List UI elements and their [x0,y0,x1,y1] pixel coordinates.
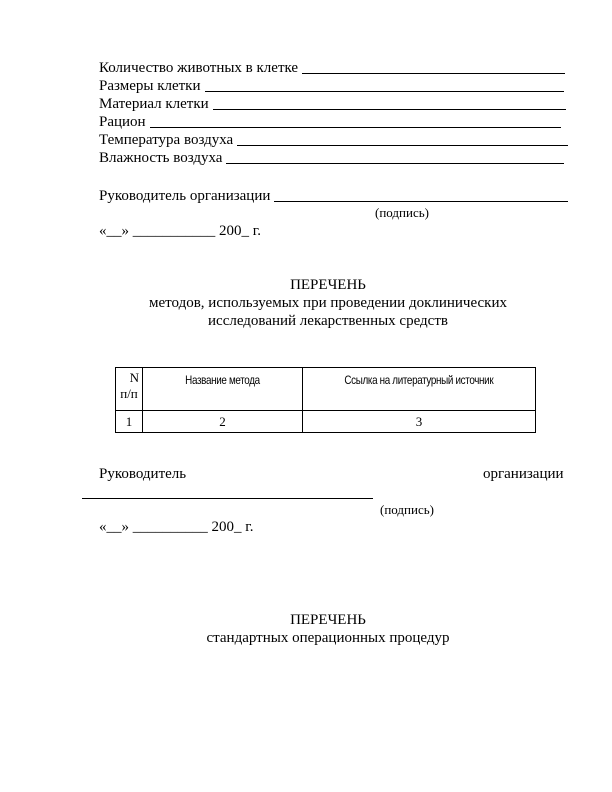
header-reference-label: Ссылка на литературный источник [344,373,494,387]
field-label: Рацион [99,114,146,130]
fill-line [213,109,566,110]
signature-caption: (подпись) [380,502,434,517]
table-row [116,411,536,433]
header-cell-number [116,368,143,411]
fill-line [237,145,568,146]
header-method-name-label: Название метода [185,373,260,387]
organization-head-word1: Руководитель [99,466,187,482]
date-line: «__» ___________ 200_ г. [99,223,261,239]
table-cell: 3 [303,411,536,433]
header-cell-method-name [143,368,303,411]
field-label: Влажность воздуха [99,150,223,166]
header-cell-reference [303,368,536,411]
field-air-temperature [99,131,568,149]
table-header-row [116,368,536,411]
table-cell: 1 [116,411,143,433]
fill-line [150,127,561,128]
organization-head-signature [99,187,568,205]
organization-head-label: Руководитель организации [99,188,271,204]
field-ration [99,113,561,131]
list-title: ПЕРЕЧЕНЬ [290,612,366,628]
field-label: Материал клетки [99,96,209,112]
fill-line [205,91,565,92]
field-cage-size [99,77,564,95]
list-subtitle: стандартных операционных процедур [206,630,450,646]
field-animals-count [99,59,565,77]
methods-table [115,367,536,433]
header-number-line2: п/п [120,386,138,401]
list-subtitle-line2: исследований лекарственных средств [208,313,448,329]
signature-line [274,201,568,202]
field-label: Размеры клетки [99,78,201,94]
list-subtitle-line1: методов, используемых при проведении доклинических [149,295,507,311]
organization-head-word2: организации [483,466,564,482]
signature-caption: (подпись) [375,205,429,220]
table-cell: 2 [143,411,303,433]
field-air-humidity [99,149,564,167]
field-label: Температура воздуха [99,132,234,148]
field-label: Количество животных в клетке [99,60,299,76]
date-line: «__» __________ 200_ г. [99,519,254,535]
list-title: ПЕРЕЧЕНЬ [290,277,366,293]
field-cage-material [99,95,566,113]
fill-line [302,73,565,74]
header-number-line1: N [129,370,139,385]
signature-line [82,498,373,499]
fill-line [226,163,564,164]
